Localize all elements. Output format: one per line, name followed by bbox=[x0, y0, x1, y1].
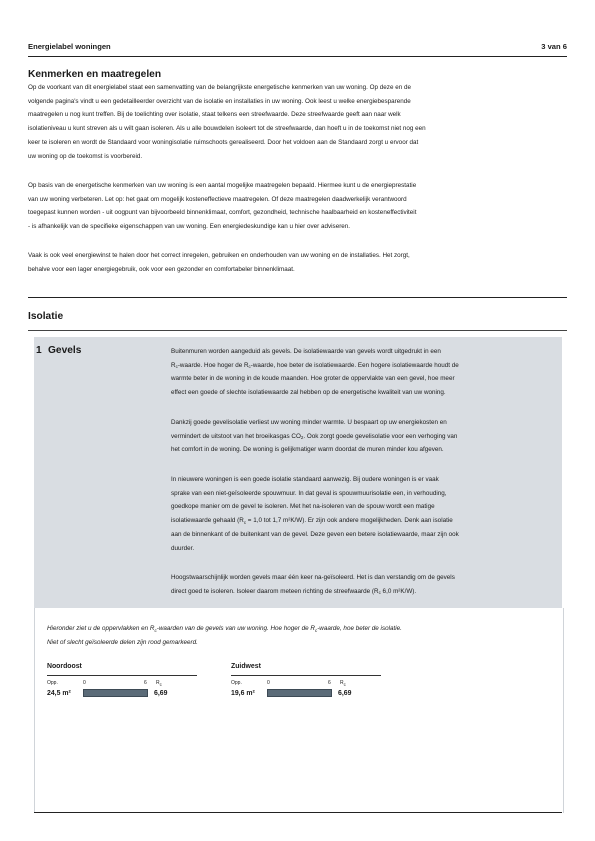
wall-name: Noordoost bbox=[47, 663, 82, 670]
text-line: Hoogstwaarschijnlijk worden gevels maar één keer na-geïsoleerd. Het is dan verstandig om de gevels bbox=[171, 574, 455, 581]
section-heading-kenmerken: Kenmerken en maatregelen bbox=[28, 69, 162, 80]
paragraph-inregelen bbox=[28, 249, 565, 276]
text-line: Buitenmuren worden aangeduid als gevels. De isolatiewaarde van gevels wordt uitgedrukt in een bbox=[171, 348, 441, 355]
gevels-block-2 bbox=[171, 416, 549, 457]
section-divider bbox=[28, 297, 567, 298]
text-line: In nieuwere woningen is een goede isolatie standaard aanwezig. Bij oudere woningen is er vaak bbox=[171, 476, 439, 483]
text-line: van uw woning verbeteren. Let op: het gaat om mogelijk kosteneffectieve maatregelen. Of deze maatregelen daadwerkelijk verantwoord bbox=[28, 195, 407, 203]
text-line: Dankzij goede gevelisolatie verliest uw woning minder warmte. U bespaart op uw energiekosten en bbox=[171, 419, 447, 426]
text-line: toegepast kunnen worden - uit oogpunt van bijvoorbeeld binnenklimaat, comfort, gezondheid, technische haalbaarheid en kosteneffectiviteit bbox=[28, 209, 417, 217]
text-line: isolatieniveau u kunt streven als u wilt gaan isoleren. Als u alle bouwdelen isoleert tot de streefwaarde, dan hoeft u in de toekomst niet nog een bbox=[28, 125, 426, 133]
text-line: Op de voorkant van dit energielabel staat een samenvatting van de belangrijkste energetische kenmerken van uw woning. Op deze en de bbox=[28, 84, 411, 91]
text-line: - is afhankelijk van de specifieke eigenschappen van uw woning. Een energiedeskundige kan u hier over adviseren. bbox=[28, 223, 351, 231]
document-title: Energielabel woningen bbox=[28, 42, 111, 51]
rc-bar bbox=[83, 689, 148, 697]
text-span: -waarde, hoe beter de isolatiewaarde. Een hogere isolatiewaarde houdt de bbox=[250, 361, 459, 369]
subscript: c bbox=[248, 364, 251, 370]
text-span: vermindert de uitstoot van het broeikasgas CO bbox=[171, 432, 301, 440]
text-line: behalve voor een lager energiegebruik, ook voor een gezonder en comfortabeler binnenklimaat. bbox=[28, 265, 295, 273]
text-line bbox=[171, 359, 549, 373]
text-line: het comfort in de woning. De woning is gelijkmatiger warm doordat de muren minder kou afgeven. bbox=[171, 446, 444, 454]
text-span: -waarden van de gevels van uw woning. Hoe hoger de R bbox=[156, 625, 315, 632]
text-line: goedkope manier om de gevel te isoleren. Met het na-isoleren van de spouw wordt een matige bbox=[171, 503, 435, 511]
text-line: Niet of slecht geïsoleerde delen zijn rood gemarkeerd. bbox=[47, 638, 198, 646]
page-number: 3 van 6 bbox=[541, 42, 567, 51]
gevels-block-4 bbox=[171, 571, 549, 598]
subscript: c bbox=[243, 519, 247, 525]
text-line: sprake van een niet-geïsoleerde spouwmuur. In dat geval is spouwmuurisolatie een, in verhouding, bbox=[171, 489, 447, 497]
bottom-divider bbox=[34, 812, 562, 813]
text-line: effect een goede of slechte isolatiewaarde zal hebben op de energetische kwaliteit van uw woning. bbox=[171, 389, 446, 397]
item-title: Gevels bbox=[48, 345, 82, 356]
paragraph-intro bbox=[28, 81, 565, 163]
text-line bbox=[47, 622, 547, 636]
text-line: aan de binnenkant of de buitenkant van de gevel. Deze geven een betere isolatiewaarde, maar zijn ook bbox=[171, 530, 459, 538]
area-value: 19,6 m² bbox=[231, 690, 255, 697]
text-line: uw woning op de toekomst is voorbereid. bbox=[28, 152, 143, 160]
paragraph-maatregelen bbox=[28, 179, 565, 234]
subscript: 2 bbox=[300, 435, 304, 441]
scale-max-label: 6 bbox=[144, 680, 147, 686]
wall-underline bbox=[231, 675, 381, 676]
page-header bbox=[28, 42, 567, 51]
section-heading-isolatie: Isolatie bbox=[28, 311, 64, 322]
text-line: Op basis van de energetische kenmerken van uw woning is een aantal mogelijke maatregelen bepaald. Hiermee kunt u de energieprestatie bbox=[28, 182, 417, 189]
text-span: R bbox=[340, 680, 344, 686]
area-label: Opp. bbox=[231, 680, 242, 686]
text-span: isolatiewaarde gehaald (R bbox=[171, 517, 244, 525]
rc-value: 6,69 bbox=[154, 690, 168, 697]
subscript: c bbox=[175, 364, 178, 370]
text-line bbox=[171, 585, 549, 599]
text-line: volgende pagina's vindt u een gedetailleerder overzicht van de isolatie en installaties in uw woning. Ook leest u welke energiebesparende bbox=[28, 97, 411, 105]
item-number: 1 bbox=[36, 345, 42, 356]
gevels-note bbox=[47, 622, 547, 649]
scale-min-label: 0 bbox=[267, 680, 270, 686]
wall-zuidwest bbox=[231, 663, 381, 697]
header-divider bbox=[28, 56, 567, 57]
subscript: c bbox=[314, 627, 318, 633]
rc-bar bbox=[267, 689, 332, 697]
wall-noordoost bbox=[47, 663, 197, 697]
text-span: -waarde, hoe beter de isolatie. bbox=[317, 625, 402, 632]
wall-name: Zuidwest bbox=[231, 663, 261, 670]
text-line: maatregelen u nog kunt treffen. Bij de toelichting over isolatie, staat telkens een streefwaarde. Deze streefwaarde geeft aan naar welk bbox=[28, 111, 401, 119]
text-line bbox=[171, 430, 549, 444]
subscript: c bbox=[343, 681, 346, 687]
subscript: c bbox=[154, 627, 157, 633]
text-line: warmte beter in de woning in de koude maanden. Hoe groter de oppervlakte van een gevel, hoe meer bbox=[171, 375, 455, 383]
text-span: direct goed te isoleren. Isoleer daarom meteen richting de streefwaarde (R bbox=[171, 587, 379, 595]
rc-label bbox=[340, 680, 346, 686]
subscript: c bbox=[159, 681, 162, 687]
gevels-panel bbox=[34, 337, 562, 608]
rc-value: 6,69 bbox=[338, 690, 352, 697]
text-span: = 1,0 tot 1,7 m²K/W). Er zijn ook andere mogelijkheden. Denk aan isolatie bbox=[246, 517, 453, 525]
text-line: duurder. bbox=[171, 544, 195, 552]
rc-label bbox=[156, 680, 162, 686]
wall-underline bbox=[47, 675, 197, 676]
isolatie-divider bbox=[28, 330, 567, 331]
text-span: R bbox=[171, 361, 176, 369]
scale-max-label: 6 bbox=[328, 680, 331, 686]
text-span: 6,0 m²K/W). bbox=[380, 587, 417, 595]
text-span: -waarde. Hoe hoger de R bbox=[177, 361, 249, 369]
subscript: c bbox=[378, 590, 381, 596]
text-span: . Ook zorgt goede gevelisolatie voor een verhoging van bbox=[303, 432, 458, 440]
text-line bbox=[171, 514, 549, 528]
scale-min-label: 0 bbox=[83, 680, 86, 686]
area-label: Opp. bbox=[47, 680, 58, 686]
gevels-block-1 bbox=[171, 345, 549, 400]
text-line: keer te isoleren en wordt de Standaard voor woningisolatie ruimschoots gerealiseerd. Door het voldoen aan de Standaard zorgt u ervoor dat bbox=[28, 138, 419, 146]
text-span: R bbox=[156, 680, 160, 686]
gevels-detail bbox=[34, 608, 564, 813]
area-value: 24,5 m² bbox=[47, 690, 71, 697]
text-span: Hieronder ziet u de oppervlakken en R bbox=[47, 625, 155, 632]
text-line: Vaak is ook veel energiewinst te halen door het correct inregelen, gebruiken en onderhouden van uw woning en de installaties. Het zorgt, bbox=[28, 252, 410, 259]
gevels-block-3 bbox=[171, 473, 549, 555]
